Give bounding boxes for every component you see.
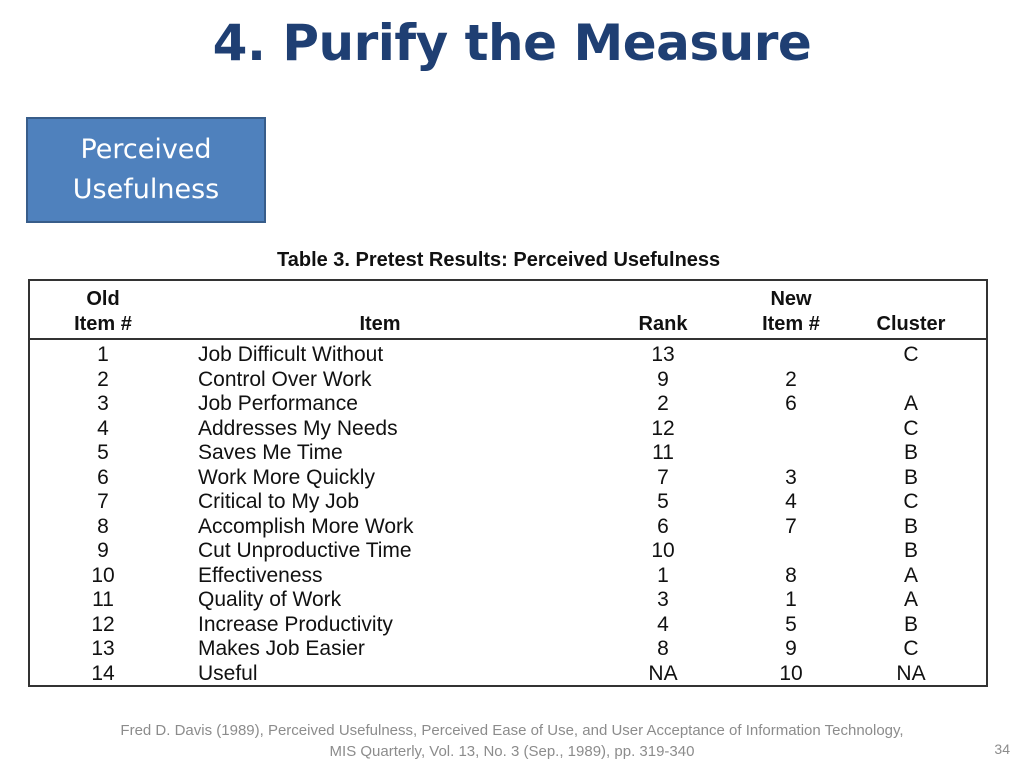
header-old-item-line-1: Old [86, 288, 120, 310]
old-item-number-cell: 6 [97, 465, 109, 489]
header-rank: Rank [638, 313, 688, 335]
table-row [30, 637, 986, 662]
new-item-number-cell: 8 [785, 563, 797, 587]
item-name-cell: Accomplish More Work [198, 514, 414, 538]
table-row [30, 539, 986, 564]
old-item-number-cell: 13 [91, 637, 115, 660]
old-item-number-cell: 8 [97, 514, 109, 538]
table-row [30, 613, 986, 638]
table-caption: Table 3. Pretest Results: Perceived Usefulness [277, 249, 721, 271]
old-item-number-cell: 7 [97, 490, 109, 513]
new-item-number-cell: 2 [785, 367, 797, 391]
cluster-cell: C [903, 490, 919, 513]
rank-cell: 13 [651, 343, 675, 366]
rank-cell: 3 [657, 588, 669, 611]
cluster-cell: A [903, 563, 918, 587]
item-name-cell: Work More Quickly [198, 465, 375, 489]
page-number: 34 [994, 741, 1010, 757]
table-row [30, 588, 986, 613]
citation-line-1: Fred D. Davis (1989), Perceived Usefulness, Perceived Ease of Use, and User Acceptance of Information Technology, [120, 722, 904, 739]
rank-cell: 9 [657, 367, 669, 391]
old-item-number-cell: 5 [97, 441, 109, 464]
old-item-number-cell: 4 [97, 416, 109, 440]
results-table [28, 279, 988, 687]
item-name-cell: Cut Unproductive Time [198, 539, 412, 562]
rank-cell: 12 [651, 416, 675, 440]
new-item-number-cell: 7 [785, 514, 797, 538]
old-item-number-cell: 1 [97, 343, 109, 366]
header-old-item [70, 287, 136, 337]
concept-box-line-1: Perceived [80, 134, 212, 165]
table-row [30, 392, 986, 417]
header-item: Item [359, 313, 401, 335]
citation [40, 720, 984, 762]
old-item-number-cell: 2 [97, 367, 109, 391]
table-body [30, 343, 986, 686]
old-item-number-cell: 12 [91, 612, 115, 636]
header-new-item-line-1: New [770, 288, 812, 310]
header-old-item-line-2: Item # [74, 313, 132, 335]
cluster-cell: B [903, 465, 918, 489]
new-item-number-cell: 3 [785, 465, 797, 489]
cluster-cell: B [903, 539, 918, 562]
table-row [30, 417, 986, 442]
table-row [30, 466, 986, 491]
item-name-cell: Job Difficult Without [198, 343, 384, 366]
cluster-cell: B [903, 514, 918, 538]
table-row [30, 490, 986, 515]
rank-cell: 10 [651, 539, 675, 562]
rank-cell: 1 [657, 563, 669, 587]
rank-cell: 5 [657, 490, 669, 513]
slide-title: 4. Purify the Measure [212, 14, 812, 72]
rank-cell: 2 [657, 392, 669, 415]
item-name-cell: Effectiveness [198, 563, 323, 587]
rank-cell: 4 [657, 612, 669, 636]
new-item-number-cell: 10 [779, 661, 803, 685]
table-row [30, 564, 986, 589]
old-item-number-cell: 10 [91, 563, 115, 587]
item-name-cell: Control Over Work [198, 367, 372, 391]
item-name-cell: Increase Productivity [198, 612, 393, 636]
rank-cell: 7 [657, 465, 669, 489]
cluster-cell: C [903, 637, 919, 660]
cluster-cell: B [903, 441, 918, 464]
item-name-cell: Critical to My Job [198, 490, 360, 513]
cluster-cell: C [903, 343, 919, 366]
new-item-number-cell: 9 [785, 637, 797, 660]
cluster-cell: NA [896, 661, 926, 685]
rank-cell: 6 [657, 514, 669, 538]
rank-cell: 11 [652, 441, 674, 464]
item-name-cell: Job Performance [198, 392, 358, 415]
item-name-cell: Useful [198, 661, 258, 685]
new-item-number-cell: 5 [785, 612, 797, 636]
old-item-number-cell: 14 [91, 661, 115, 685]
rank-cell: 8 [657, 637, 669, 660]
old-item-number-cell: 9 [97, 539, 109, 562]
new-item-number-cell: 4 [785, 490, 797, 513]
old-item-number-cell: 3 [97, 392, 109, 415]
header-cluster: Cluster [876, 313, 946, 335]
header-new-item-line-2: Item # [762, 313, 820, 335]
rank-cell: NA [648, 661, 678, 685]
item-name-cell: Makes Job Easier [198, 637, 365, 660]
header-divider [30, 338, 986, 340]
table-row [30, 515, 986, 540]
citation-line-2: MIS Quarterly, Vol. 13, No. 3 (Sep., 1989), pp. 319-340 [329, 743, 695, 760]
old-item-number-cell: 11 [92, 588, 114, 611]
cluster-cell: A [903, 588, 918, 611]
concept-box [26, 117, 266, 223]
table-row [30, 441, 986, 466]
new-item-number-cell: 6 [785, 392, 797, 415]
new-item-number-cell: 1 [785, 588, 797, 611]
cluster-cell: A [903, 392, 918, 415]
item-name-cell: Saves Me Time [198, 441, 343, 464]
item-name-cell: Addresses My Needs [198, 416, 398, 440]
cluster-cell: C [903, 416, 919, 440]
concept-box-line-2: Usefulness [72, 174, 220, 205]
cluster-cell: B [903, 612, 918, 636]
item-name-cell: Quality of Work [198, 588, 342, 611]
table-row [30, 368, 986, 393]
table-row [30, 343, 986, 368]
table-row [30, 662, 986, 687]
header-new-item [748, 287, 834, 337]
